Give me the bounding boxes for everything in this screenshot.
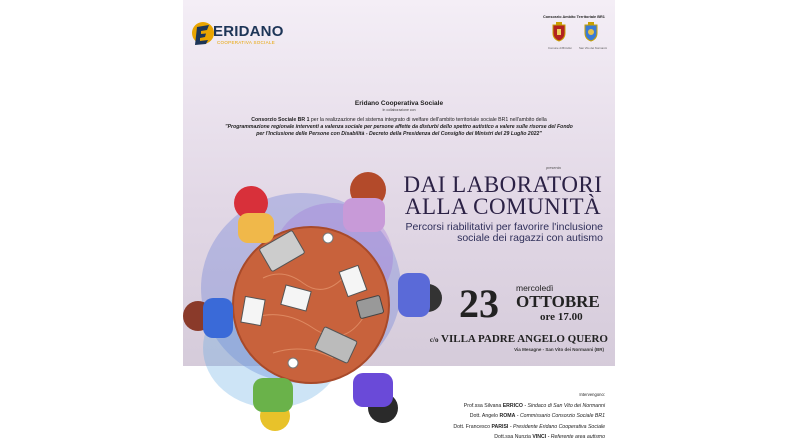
presents-label: presenta xyxy=(546,166,561,170)
speaker-name: Dott. Francesco xyxy=(453,423,492,430)
event-day: 23 xyxy=(459,281,499,326)
speaker-surname: ERRICO xyxy=(502,402,523,409)
left-crest-caption: Comune di Brindisi xyxy=(548,46,572,50)
logo-subtitle: COOPERATIVA SOCIALE xyxy=(217,40,276,45)
eridano-logo xyxy=(191,20,284,50)
organizer-name: Eridano Cooperativa Sociale xyxy=(354,100,444,107)
logo-name: ERIDANO xyxy=(213,23,284,40)
partners-title: Consorzio Ambito Territoriale BR1 xyxy=(543,15,605,19)
speaker-item xyxy=(383,401,605,412)
subtitle-line-2: sociale dei ragazzi con autismo xyxy=(457,232,603,244)
program-line-1: "Programmazione regionale interventi a valenza sociale per persone affette da disturbi dello spettro autistico a valere sulle risorse del Fondo xyxy=(225,124,573,130)
speaker-surname: PARISI xyxy=(491,423,509,430)
subtitle-line-1: Percorsi riabilitativi per favorire l'inclusione xyxy=(405,221,603,233)
intro-block xyxy=(193,100,605,138)
san-vito-crest-icon xyxy=(583,22,599,42)
speaker-name: Prof.ssa Silvana xyxy=(463,402,503,409)
brindisi-crest-icon xyxy=(551,22,567,42)
speaker-role: - Presidente Eridano Cooperativa Sociale xyxy=(508,423,605,430)
event-poster xyxy=(183,0,615,445)
right-crest-caption: San Vito dei Normanni xyxy=(579,46,607,50)
intro-description-rest: per la realizzazione del sistema integrato di welfare dell'ambito territoriale sociale BR1 nell'ambito della xyxy=(309,117,547,123)
title-line-1: DAI LABORATORI xyxy=(403,172,603,197)
speaker-item xyxy=(383,411,605,422)
speakers-title: Intervengono: xyxy=(579,392,605,397)
collaboration-label: In collaborazione con xyxy=(382,108,416,112)
speakers-list xyxy=(383,390,605,443)
venue-name: VILLA PADRE ANGELO QUERO xyxy=(441,333,608,345)
consortium-name: Consorzio Sociale BR 1 xyxy=(251,117,310,123)
speaker-role: - Commissario Consorzio Sociale BR1 xyxy=(515,413,605,419)
event-time: ore 17.00 xyxy=(540,311,583,323)
speaker-item xyxy=(383,432,605,443)
event-weekday: mercoledì xyxy=(516,283,554,293)
speaker-surname: ROMA xyxy=(499,413,516,419)
intro-description xyxy=(193,117,605,124)
venue-address: Via Mesagne - San Vito dei Normanni (BR) xyxy=(514,347,604,352)
event-venue xyxy=(408,333,608,345)
speaker-role: - Sindaco di San Vito dei Normanni xyxy=(522,402,605,409)
program-line-2: per l'Inclusione delle Persone con Disabilità - Decreto della Presidenza del Consiglio dei Ministri del 29 Luglio 2022" xyxy=(256,131,542,137)
speaker-item xyxy=(383,422,605,433)
venue-prefix: c/o xyxy=(429,336,439,344)
speaker-surname: VINCI xyxy=(532,434,547,440)
title-line-2: ALLA COMUNITÀ xyxy=(404,194,602,219)
speaker-name: Dott. Angelo xyxy=(469,413,500,419)
event-month: OTTOBRE xyxy=(516,292,600,311)
speaker-name: Dott.ssa Nunzia xyxy=(494,434,533,440)
speaker-role: - Referente area autismo xyxy=(546,434,605,440)
